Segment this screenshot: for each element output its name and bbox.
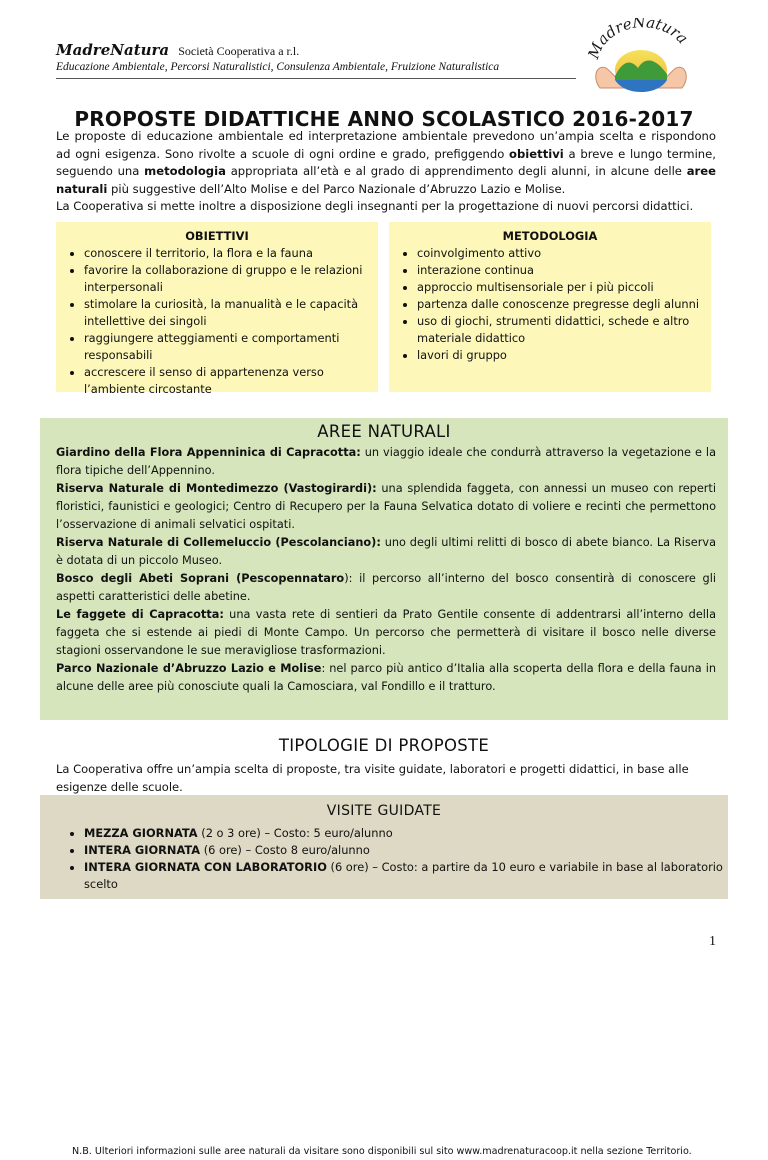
aree-note: N.B. Ulteriori informazioni sulle aree naturali da visitare sono disponibili sul sito www.madrenaturacoop.it nella sezione Territorio. [72,1146,692,1157]
list-item: • favorire la collaborazione di gruppo e le relazioni interpersonali [84,262,378,296]
header-divider [56,78,576,79]
visit-type: INTERA GIORNATA [84,843,201,857]
metodologia-box [389,222,711,392]
page-title: PROPOSTE DIDATTICHE ANNO SCOLASTICO 2016-2017 [74,107,694,131]
visite-guidate-section [40,795,728,899]
list-item: • raggiungere atteggiamenti e comportamenti responsabili [84,330,378,364]
area-description: un viaggio ideale che condurrà attraverso la vegetazione e la flora tipiche dell’Appennino. [56,446,716,477]
list-item [84,842,744,859]
list-item [84,825,744,842]
madrenatura-logo [582,18,700,108]
intro-text: Le proposte di educazione ambientale ed interpretazione ambientale prevedono un’ampia scelta e rispondono ad ogni esigenza. Sono rivolte a scuole di ogni ordine e grado, prefiggendo [56,129,716,161]
area-description: uno degli ultimi relitti di bosco di abete bianco. La Riserva è dotata di un piccolo Museo. [56,536,716,567]
intro-text: appropriata all’età e al grado di apprendimento degli alunni, in alcune delle [225,164,687,178]
area-entry [56,534,716,570]
obiettivi-heading: OBIETTIVI [185,229,249,243]
page-number: 1 [709,934,716,949]
list-item: • uso di giochi, strumenti didattici, schede e altro materiale didattico [417,313,711,347]
list-item: • stimolare la curiosità, la manualità e le capacità intellettive dei singoli [84,296,378,330]
area-entry [56,570,716,606]
brand-line [56,40,576,59]
area-entry [56,480,716,534]
obiettivi-list [56,245,378,398]
area-entry [56,606,716,660]
intro-paragraph [56,128,716,216]
list-item: • conoscere il territorio, la flora e la fauna [84,245,378,262]
intro-keyword-obiettivi: obiettivi [509,146,564,161]
area-name: Bosco degli Abeti Soprani (Pescopennataro [56,572,345,585]
list-item: • lavori di gruppo [417,347,711,364]
list-item: • approccio multisensoriale per i più piccoli [417,279,711,296]
area-description: una splendida faggeta, con annessi un museo con reperti floristici, faunistici e geologici; Centro di Recupero per la Fauna Selvatica dotato di voliere e recinti che permettono l’osservazione di animali selvatici ospitati. [56,482,716,531]
list-item: • interazione continua [417,262,711,279]
document-header [56,40,576,73]
list-item: • coinvolgimento attivo [417,245,711,262]
metodologia-heading: METODOLOGIA [502,229,598,243]
list-item: • accrescere il senso di appartenenza verso l’ambiente circostante [84,364,378,398]
metodologia-list [389,245,711,364]
area-name: Riserva Naturale di Collemeluccio (Pescolanciano): [56,536,381,549]
tipologie-intro: La Cooperativa offre un’ampia scelta di proposte, tra visite guidate, laboratori e progetti didattici, in base alle esigenze delle scuole. [56,762,689,794]
brand-name: MadreNatura [56,41,170,59]
aree-heading: AREE NATURALI [317,422,451,441]
area-description: : nel parco più antico d’Italia alla scoperta della flora e della fauna in alcune delle aree più conosciute quali la Camosciara, val Fondillo e il tratturo. [56,662,716,693]
brand-subtitle: Società Cooperativa a r.l. [178,44,300,58]
visit-type: MEZZA GIORNATA [84,826,198,840]
tipologie-heading: TIPOLOGIE DI PROPOSTE [278,736,490,755]
visit-type: INTERA GIORNATA CON LABORATORIO [84,860,327,874]
visit-details: (6 ore) – Costo: a partire da 10 euro e variabile in base al laboratorio scelto [84,860,723,891]
visite-list [40,825,744,893]
area-entry [56,660,716,696]
visit-details: (6 ore) – Costo 8 euro/alunno [200,843,370,857]
intro-keyword-metodologia: metodologia [144,164,226,178]
logo-lettering: MadreNatura [584,18,692,62]
visit-details: (2 o 3 ore) – Costo: 5 euro/alunno [197,826,393,840]
intro-text: più suggestive dell’Alto Molise e del Parco Nazionale d’Abruzzo Lazio e Molise. [107,181,566,196]
obiettivi-box [56,222,378,396]
area-name: Parco Nazionale d’Abruzzo Lazio e Molise [56,662,322,675]
area-entry [56,444,716,480]
intro-keyword-aree: aree naturali [56,164,716,196]
visite-heading: VISITE GUIDATE [326,803,442,819]
intro-second-line: La Cooperativa si mette inoltre a disposizione degli insegnanti per la progettazione di nuovi percorsi didattici. [56,199,694,213]
area-name: Le faggete di Capracotta: [56,608,224,621]
area-name: Riserva Naturale di Montedimezzo (Vastogirardi): [56,482,377,495]
list-item: • partenza dalle conoscenze pregresse degli alunni [417,296,711,313]
header-tagline: Educazione Ambientale, Percorsi Naturalistici, Consulenza Ambientale, Fruizione Naturalistica [56,61,500,73]
list-item [84,859,744,893]
area-name: Giardino della Flora Appenninica di Capracotta: [56,446,361,459]
area-description: una vasta rete di sentieri da Prato Gentile consente di addentrarsi all’interno della faggeta che si estende ai piedi di Monte Campo. Un percorso che permetterà di visitare il bosco nelle diverse stagioni osservandone le sue meravigliose trasformazioni. [56,608,716,657]
area-description: ): il percorso all’interno del bosco consentirà di conoscere gli aspetti caratteristici delle abetine. [56,572,716,603]
intro-text: a breve e lungo termine, seguendo una [56,146,716,178]
